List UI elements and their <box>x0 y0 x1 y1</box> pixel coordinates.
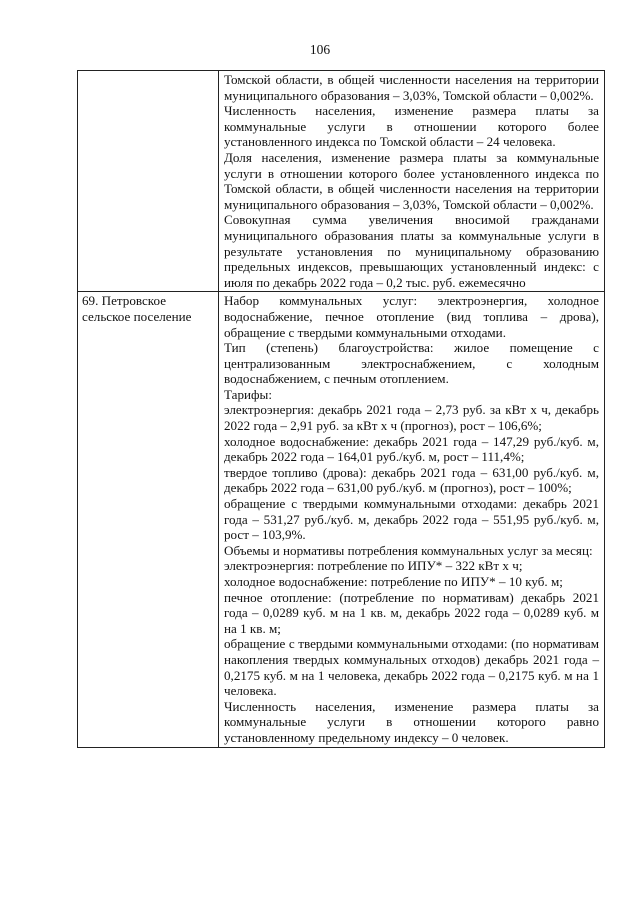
table-cell-municipality <box>78 292 219 747</box>
municipality-name: 69. Петровское сельское поселение <box>82 293 192 324</box>
paragraph: холодное водоснабжение: потребление по ИПУ* – 10 куб. м; <box>224 574 563 589</box>
paragraph: обращение с твердыми коммунальными отходами: (по нормативам накопления твердых коммунальных отходов) декабрь 2021 года – 0,2175 куб. м на 1 человека, декабрь 2022 года – 0,2175 куб. м на 1 человека. <box>224 636 599 699</box>
paragraph: электроэнергия: потребление по ИПУ* – 322 кВт х ч; <box>224 558 523 574</box>
table-cell-description <box>219 292 605 747</box>
table-row <box>78 71 605 292</box>
paragraph: Численность населения, изменение размера платы за коммунальные услуги в отношении которого более установленного индекса по Томской области – 24 человека. <box>224 103 599 150</box>
paragraph: Объемы и нормативы потребления коммунальных услуг за месяц: <box>224 542 593 558</box>
paragraph: обращение с твердыми коммунальными отходами: декабрь 2021 года – 531,27 руб./куб. м, декабрь 2022 года – 551,95 руб./куб. м, рост – 103,9%. <box>224 496 599 543</box>
table-cell-description <box>219 71 605 292</box>
paragraph: холодное водоснабжение: декабрь 2021 года – 147,29 руб./куб. м, декабрь 2022 года – 164,01 руб./куб. м, рост – 111,4%; <box>224 433 599 465</box>
paragraph: Набор коммунальных услуг: электроэнергия, холодное водоснабжение, печное отопление (вид топлива – дрова), обращение с твердыми коммунальными отходами. <box>224 293 599 340</box>
paragraph: твердое топливо (дрова): декабрь 2021 года – 631,00 руб./куб. м, декабрь 2022 года – 631,00 руб./куб. м (прогноз), рост – 100%; <box>224 464 599 496</box>
table-cell-municipality <box>78 71 219 292</box>
paragraph: электроэнергия: декабрь 2021 года – 2,73 руб. за кВт х ч, декабрь 2022 года – 2,91 руб. за кВт х ч (прогноз), рост – 106,6%; <box>224 402 599 434</box>
paragraph: Доля населения, изменение размера платы за коммунальные услуги в отношении которого более установленного индекса по Томской области, в общей численности населения на территории муниципального образования – 3,03%, Томской области – 0,002%. <box>224 149 599 212</box>
table-row <box>78 292 605 747</box>
paragraph: Тип (степень) благоустройства: жилое помещение с централизованным электроснабжением, с холодным водоснабжением, с печным отоплением. <box>224 340 599 387</box>
paragraph: Численность населения, изменение размера платы за коммунальные услуги в отношении которого равно установленному предельному индексу – 0 человек. <box>224 698 599 745</box>
paragraph: Томской области, в общей численности населения на территории муниципального образования – 3,03%, Томской области – 0,002%. <box>224 72 599 103</box>
page-number: 106 <box>309 42 331 57</box>
paragraph: Совокупная сумма увеличения вносимой гражданами муниципального образования платы за коммунальные услуги в результате установления по муниципальному образованию предельных индексов, превышающих установленный индекс: с июля по декабрь 2022 года – 0,2 тыс. руб. ежемесячно <box>224 212 599 290</box>
paragraph: печное отопление: (потребление по нормативам) декабрь 2021 года – 0,0289 куб. м на 1 кв. м, декабрь 2022 года – 0,0289 куб. м на 1 кв. м; <box>224 589 599 636</box>
paragraph: Тарифы: <box>224 386 272 402</box>
document-table <box>77 70 605 748</box>
